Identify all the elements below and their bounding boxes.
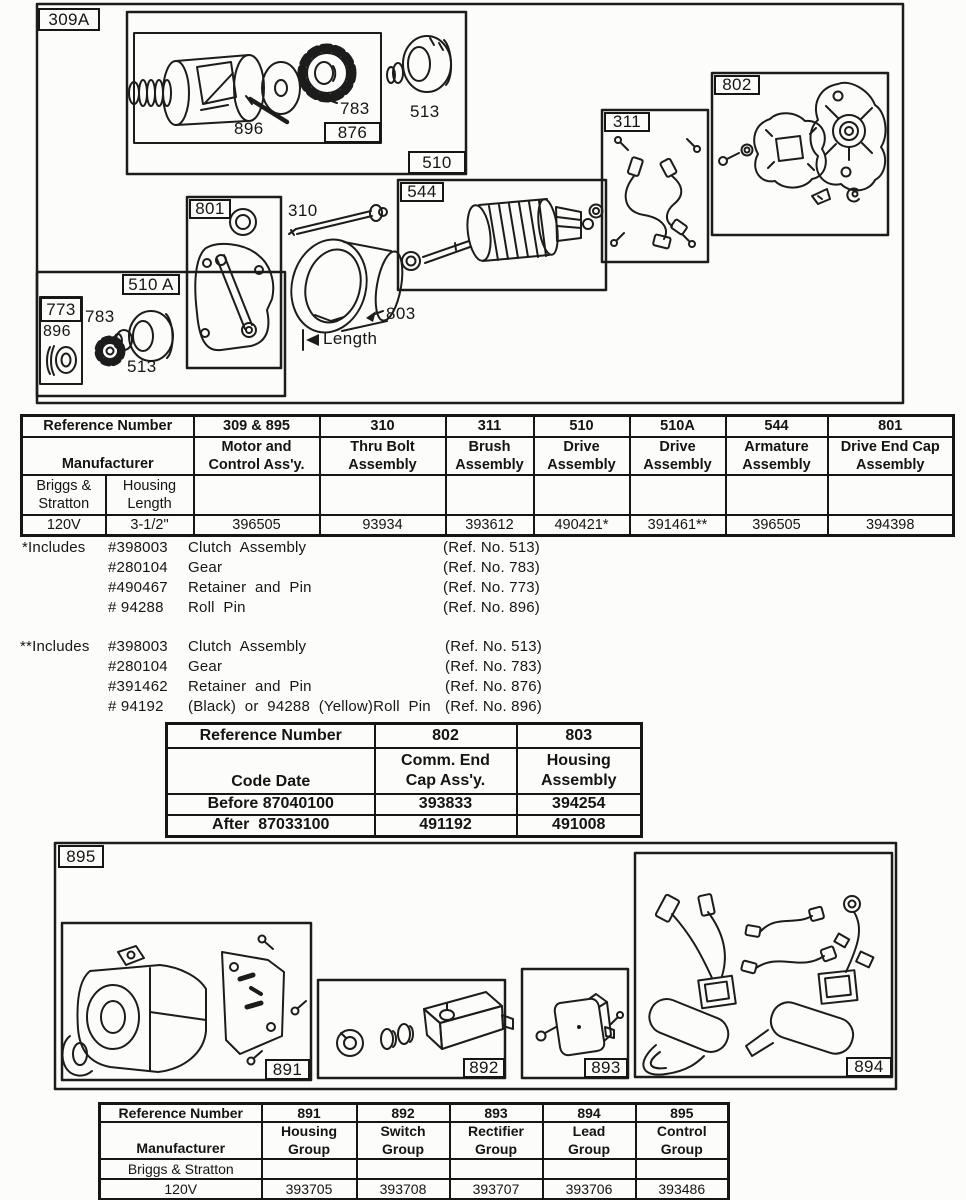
assembly-name-line: Drive End Cap [840, 438, 940, 455]
group-name-line: Housing [281, 1123, 337, 1139]
assembly-name-cell [320, 437, 446, 475]
empty-cell [636, 1159, 729, 1179]
assembly-name-line: Motor and [221, 438, 292, 455]
housing-length-cell [106, 475, 194, 515]
group-name-line: Group [660, 1140, 703, 1157]
part-number-cell: 393486 [636, 1179, 729, 1199]
assembly-name-line: Drive [563, 438, 600, 455]
group-name-line: Lead [572, 1123, 606, 1139]
part-label-510: 510 [408, 151, 466, 174]
assembly-name-line: Assembly [455, 456, 524, 473]
note-part-number: #280104 [108, 658, 168, 675]
table-row [100, 1179, 729, 1199]
table-row [100, 1159, 729, 1179]
part-label-893: 893 [584, 1058, 628, 1078]
col-header: 510 [534, 416, 630, 437]
part-number-cell: 393833 [375, 794, 517, 815]
col-header: 892 [357, 1104, 450, 1123]
part-number-cell: 394254 [517, 794, 642, 815]
assembly-name-cell [828, 437, 954, 475]
note-ref: (Ref. No. 773) [443, 579, 541, 596]
table-row [167, 794, 642, 815]
code-date-cell: Before 87040100 [167, 794, 375, 815]
assembly-name-line: Assembly [855, 456, 925, 473]
assembly-name-cell [517, 748, 642, 794]
part-label-802: 802 [714, 75, 760, 95]
col-header: 895 [636, 1104, 729, 1123]
rectifier-group-sketch [537, 994, 624, 1055]
assembly-name-cell [446, 437, 534, 475]
part-number-cell: 396505 [194, 515, 320, 536]
assembly-name-cell [194, 437, 320, 475]
group-name-line: Group [288, 1140, 330, 1157]
part-label-513: 513 [410, 102, 440, 121]
col-header: 510A [630, 416, 726, 437]
part-label-896b: 896 [43, 323, 71, 340]
brush-assembly-sketch [611, 137, 700, 249]
part-label-773: 773 [40, 297, 82, 322]
col-header: 801 [828, 416, 954, 437]
col-header: 544 [726, 416, 828, 437]
part-number-cell: 393612 [446, 515, 534, 536]
note-ref: (Ref. No. 783) [443, 559, 541, 576]
note-description: Roll Pin [188, 599, 246, 616]
group-name-line: Control [656, 1123, 707, 1139]
group-name-cell [636, 1122, 729, 1159]
assembly-name-cell [630, 437, 726, 475]
assembly-name-line: Assembly [643, 456, 712, 473]
group-name-line: Group [382, 1140, 424, 1157]
part-label-513b: 513 [127, 357, 157, 376]
control-group-diagram-art [0, 840, 966, 1092]
col-header: 893 [450, 1104, 543, 1123]
manufacturer-cell: Briggs & Stratton [100, 1159, 262, 1179]
assembly-name-line: Brush [468, 438, 511, 455]
group-name-cell [357, 1122, 450, 1159]
includes-note-double-star [20, 637, 542, 717]
switch-group-sketch [337, 992, 513, 1056]
note-part-number: #398003 [108, 638, 168, 655]
manufacturer-line: Stratton [38, 495, 90, 512]
part-label-892: 892 [463, 1058, 505, 1078]
col-header: 311 [446, 416, 534, 437]
part-number-cell: 393705 [262, 1179, 357, 1199]
empty-cell [262, 1159, 357, 1179]
note-description: Clutch Assembly [188, 638, 307, 655]
includes-note-single-star [22, 538, 540, 618]
manufacturer-cell [22, 475, 106, 515]
empty-cell [320, 475, 446, 515]
drive-assembly-sketch [129, 36, 451, 125]
col-header: 891 [262, 1104, 357, 1123]
assembly-name-cell [534, 437, 630, 475]
note-part-number: #490467 [108, 579, 168, 596]
empty-cell [828, 475, 954, 515]
note-description: Retainer and Pin [188, 678, 312, 695]
ref-number-header: Reference Number [22, 416, 194, 437]
part-number-cell: 394398 [828, 515, 954, 536]
part-label-783: 783 [340, 99, 370, 118]
group-name-cell [262, 1122, 357, 1159]
col-header-803: 803 [517, 724, 642, 748]
group-name-line: Switch [380, 1123, 426, 1139]
empty-cell [543, 1159, 636, 1179]
table-row [22, 475, 954, 515]
part-number-cell: 396505 [726, 515, 828, 536]
frame-309a [37, 4, 903, 403]
control-groups-table [98, 1102, 730, 1200]
table-row [22, 416, 954, 437]
length-label: Length [323, 329, 378, 348]
assembly-name-line: Assembly [742, 456, 811, 473]
part-label-891: 891 [265, 1059, 310, 1080]
col-header: 309 & 895 [194, 416, 320, 437]
housing-value-cell: 3-1/2" [106, 515, 194, 536]
note-prefix: *Includes [22, 539, 86, 556]
note-ref: (Ref. No. 896) [443, 599, 541, 616]
note-description: Clutch Assembly [188, 539, 307, 556]
note-ref: (Ref. No. 513) [443, 539, 541, 556]
table-row [100, 1122, 729, 1159]
assembly-name-line: Cap Ass'y. [405, 771, 486, 789]
table-row [167, 748, 642, 794]
ref-number-header: Reference Number [167, 724, 375, 748]
housing-group-sketch [63, 936, 306, 1076]
part-label-510a: 510 A [122, 274, 180, 295]
assembly-name-line: Assembly [540, 771, 617, 789]
part-number-cell: 93934 [320, 515, 446, 536]
comm-end-cap-sketch [719, 83, 886, 204]
note-description: (Black) or 94288 (Yellow)Roll Pin [188, 698, 431, 715]
empty-cell [630, 475, 726, 515]
part-number-cell: 391461** [630, 515, 726, 536]
part-number-cell: 393708 [357, 1179, 450, 1199]
table-row [22, 515, 954, 536]
part-number-cell: 393706 [543, 1179, 636, 1199]
starter-exploded-diagram-art [0, 0, 966, 412]
assembly-name-line: Thru Bolt [350, 438, 415, 455]
frame-510 [127, 12, 466, 174]
note-ref: (Ref. No. 513) [445, 638, 543, 655]
empty-cell [357, 1159, 450, 1179]
empty-cell [446, 475, 534, 515]
table-row [167, 815, 642, 837]
empty-cell [194, 475, 320, 515]
note-part-number: #280104 [108, 559, 168, 576]
manufacturer-header: Manufacturer [22, 437, 194, 475]
assembly-name-line: Assembly [547, 456, 616, 473]
part-label-896: 896 [234, 119, 264, 138]
note-part-number: # 94288 [108, 599, 164, 616]
part-label-310: 310 [288, 201, 318, 220]
part-label-801: 801 [189, 199, 231, 219]
note-description: Retainer and Pin [188, 579, 312, 596]
col-header: 894 [543, 1104, 636, 1123]
empty-cell [534, 475, 630, 515]
note-description: Gear [188, 658, 223, 675]
voltage-cell: 120V [100, 1179, 262, 1199]
assembly-name-cell [375, 748, 517, 794]
note-description: Gear [188, 559, 223, 576]
part-number-cell: 490421* [534, 515, 630, 536]
note-ref: (Ref. No. 783) [445, 658, 543, 675]
starter-parts-table [20, 414, 955, 537]
manufacturer-line: Briggs & [36, 477, 92, 494]
assembly-name-cell [726, 437, 828, 475]
assembly-name-line: Assembly [348, 456, 417, 473]
housing-line: Length [127, 495, 172, 512]
group-name-line: Rectifier [467, 1123, 525, 1139]
assembly-name-line: Control Ass'y. [208, 456, 305, 473]
lead-group-sketch [643, 894, 873, 1075]
housing-line: Housing [122, 477, 177, 494]
assembly-name-line: Comm. End [401, 751, 490, 769]
manufacturer-header: Manufacturer [100, 1122, 262, 1159]
note-ref: (Ref. No. 896) [445, 698, 543, 715]
assembly-name-line: Housing [546, 751, 611, 769]
table-row [100, 1104, 729, 1123]
length-arrow-icon [306, 334, 319, 346]
code-date-cell: After 87033100 [167, 815, 375, 837]
part-label-311: 311 [604, 112, 650, 132]
part-number-cell: 491008 [517, 815, 642, 837]
assembly-name-line: Armature [744, 438, 809, 455]
code-date-table [165, 722, 643, 838]
col-header: 310 [320, 416, 446, 437]
part-label-544: 544 [400, 182, 444, 202]
table-row [167, 724, 642, 748]
arrow-803-icon [366, 311, 376, 322]
group-name-cell [450, 1122, 543, 1159]
part-label-783b: 783 [85, 307, 115, 326]
frame-895 [55, 843, 896, 1089]
group-name-line: Group [475, 1140, 517, 1157]
voltage-cell: 120V [22, 515, 106, 536]
part-label-803: 803 [386, 304, 416, 323]
table-row [22, 437, 954, 475]
note-part-number: #398003 [108, 539, 168, 556]
code-date-header: Code Date [167, 748, 375, 794]
group-name-cell [543, 1122, 636, 1159]
note-part-number: # 94192 [108, 698, 164, 715]
part-label-895: 895 [58, 845, 104, 868]
col-header-802: 802 [375, 724, 517, 748]
part-number-cell: 393707 [450, 1179, 543, 1199]
group-name-line: Group [568, 1140, 610, 1157]
note-prefix: **Includes [20, 638, 90, 655]
note-part-number: #391462 [108, 678, 168, 695]
armature-sketch [402, 198, 603, 270]
note-ref: (Ref. No. 876) [445, 678, 543, 695]
assembly-name-line: Drive [659, 438, 696, 455]
part-label-309a: 309A [38, 8, 100, 31]
part-label-876: 876 [324, 122, 381, 143]
drive-end-cap-sketch [195, 209, 273, 350]
empty-cell [726, 475, 828, 515]
empty-cell [450, 1159, 543, 1179]
ref-number-header: Reference Number [100, 1104, 262, 1123]
part-label-894: 894 [846, 1057, 892, 1077]
frame-891 [62, 923, 311, 1080]
part-number-cell: 491192 [375, 815, 517, 837]
